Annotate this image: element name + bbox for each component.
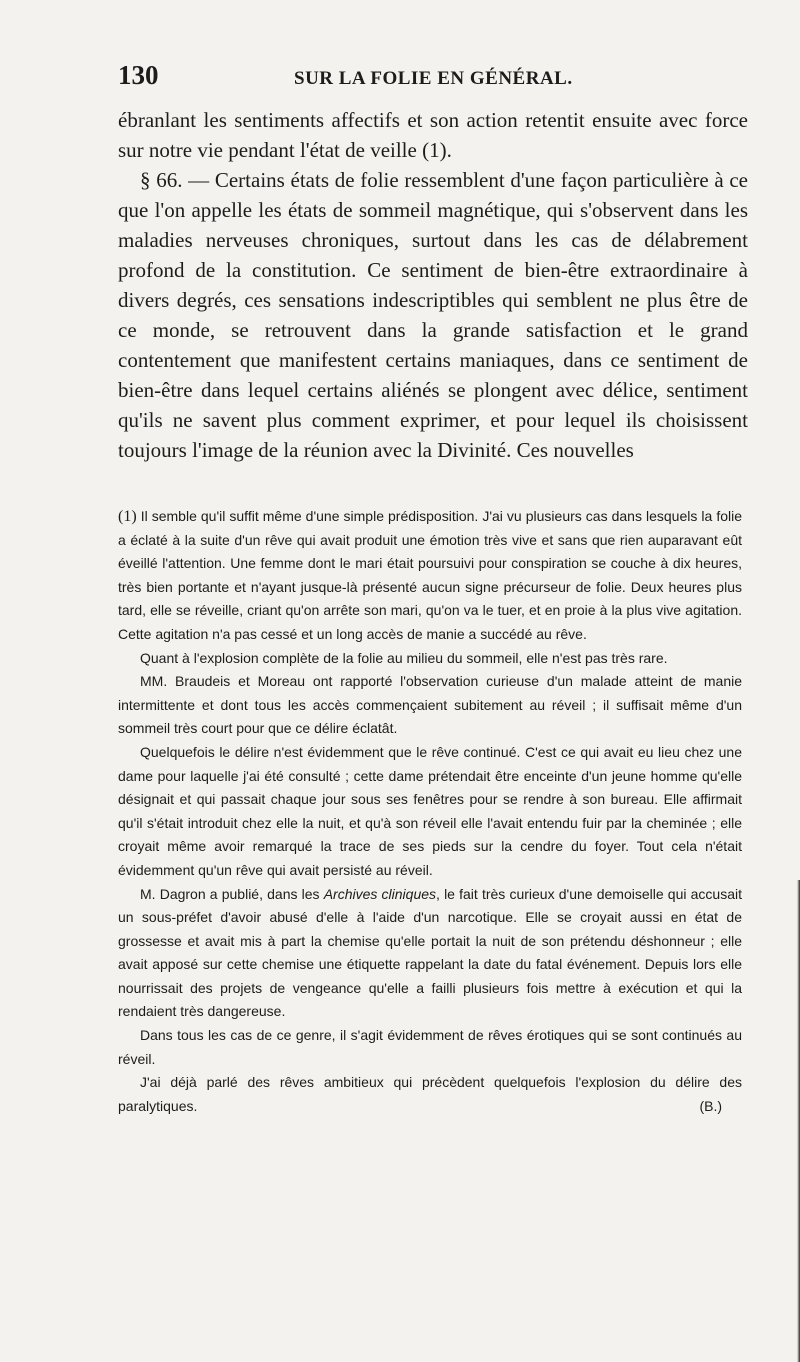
footnote-paragraph: Quelquefois le délire n'est évidemment que le rêve continué. C'est ce qui avait eu lieu chez une dame pour laquelle j'ai été consulté ; cette dame prétendait être enceinte d'un jeune homme qu'elle désignait et qui passait chaque jour sous ses fenêtres pour se rendre à son bureau. Elle affirmait qu'il s'était introduit chez elle la nuit, et qu'à son réveil elle l'avait entendu fuir par la cheminée ; elle croyait même avoir remarqué la trace de ses pieds sur la cendre du foyer. Tout cela n'était évidemment qu'un rêve qui avait persisté au réveil. — [118, 743, 742, 878]
paragraph-section-66: § 66. — Certains états de folie ressemblent d'une façon particulière à ce que l'on appelle les états de sommeil magnétique, qui s'observent dans les maladies nerveuses chroniques, surtout dans les cas de délabrement profond de la constitution. Ce sentiment de bien-être extraordinaire à divers degrés, ces sensations indescriptibles qui semblent ne plus être de ce monde, se retrouvent dans la grande satisfaction et le grand contentement que manifestent certains maniaques, dans ce sentiment de bien-être dans lequel certains aliénés se plongent avec délice, sentiment qu'ils ne savent plus comment exprimer, et pour lequel ils choisissent toujours l'image de la réunion avec la Divinité. Ces nouvelles — [118, 168, 748, 462]
footnote-text: , le fait très curieux d'une demoiselle qui accusait un sous-préfet d'avoir abusé d'elle à l'aide d'un narcotique. Elle se croyait aussi en état de grossesse et avait mis à part la chemise qu'elle portait la nuit de son prétendu déshonneur ; elle avait apposé sur cette chemise une étiquette rappelant la date du fatal événement. Depuis lors elle nourrissait des projets de vengeance qu'elle a failli plusieurs fois mettre à exécution et qui la rendaient très dangereuse. — [118, 885, 742, 1020]
footnote-mark: (1) — [118, 508, 137, 525]
footnote-text: Il semble qu'il suffit même d'une simple prédisposition. J'ai vu plusieurs cas dans lesquels la folie a éclaté à la suite d'un rêve qui avait produit une émotion très vive et sans que rien auparavant eût éveillé l'attention. Une femme dont le mari était poursuivi pour conspiration se couche à dix heures, très bien portante et n'ayant jusque-là présenté aucun signe précurseur de folie. Deux heures plus tard, elle se réveille, criant qu'on arrête son mari, qu'on va le tuer, et en proie à la plus vive agitation. Cette agitation n'a pas cessé et un long accès de manie a succédé au rêve. — [118, 508, 743, 642]
footnote-text: M. Dagron a publié, dans les — [140, 885, 324, 902]
footnote-text: J'ai déjà parlé des rêves ambitieux qui précèdent quelquefois l'explosion du délire des paralytiques. — [118, 1074, 742, 1114]
footnote-paragraph: Quant à l'explosion complète de la folie au milieu du sommeil, elle n'est pas très rare. — [140, 649, 668, 666]
footnote-signature: (B.) — [699, 1097, 722, 1114]
journal-title: Archives cliniques — [323, 885, 437, 902]
book-page — [118, 60, 748, 1118]
footnotes — [118, 505, 742, 1118]
footnote-1 — [118, 505, 742, 647]
footnote-paragraph: MM. Braudeis et Moreau ont rapporté l'observation curieuse d'un malade atteint de manie intermittente et dont tous les accès commençaient subitement au réveil ; il suffisait même d'un sommeil très court pour que ce délire éclatât. — [118, 673, 742, 737]
page-header — [118, 60, 748, 100]
footnote-paragraph — [118, 883, 742, 1025]
page-number: 130 — [118, 60, 159, 90]
footnote-paragraph — [118, 1071, 742, 1118]
main-text — [118, 105, 748, 465]
running-title: SUR LA FOLIE EN GÉNÉRAL. — [294, 68, 573, 89]
footnote-paragraph: Dans tous les cas de ce genre, il s'agit évidemment de rêves érotiques qui se sont continués au réveil. — [118, 1027, 742, 1067]
paragraph: ébranlant les sentiments affectifs et son action retentit ensuite avec force sur notre vie pendant l'état de veille (1). — [118, 108, 748, 162]
